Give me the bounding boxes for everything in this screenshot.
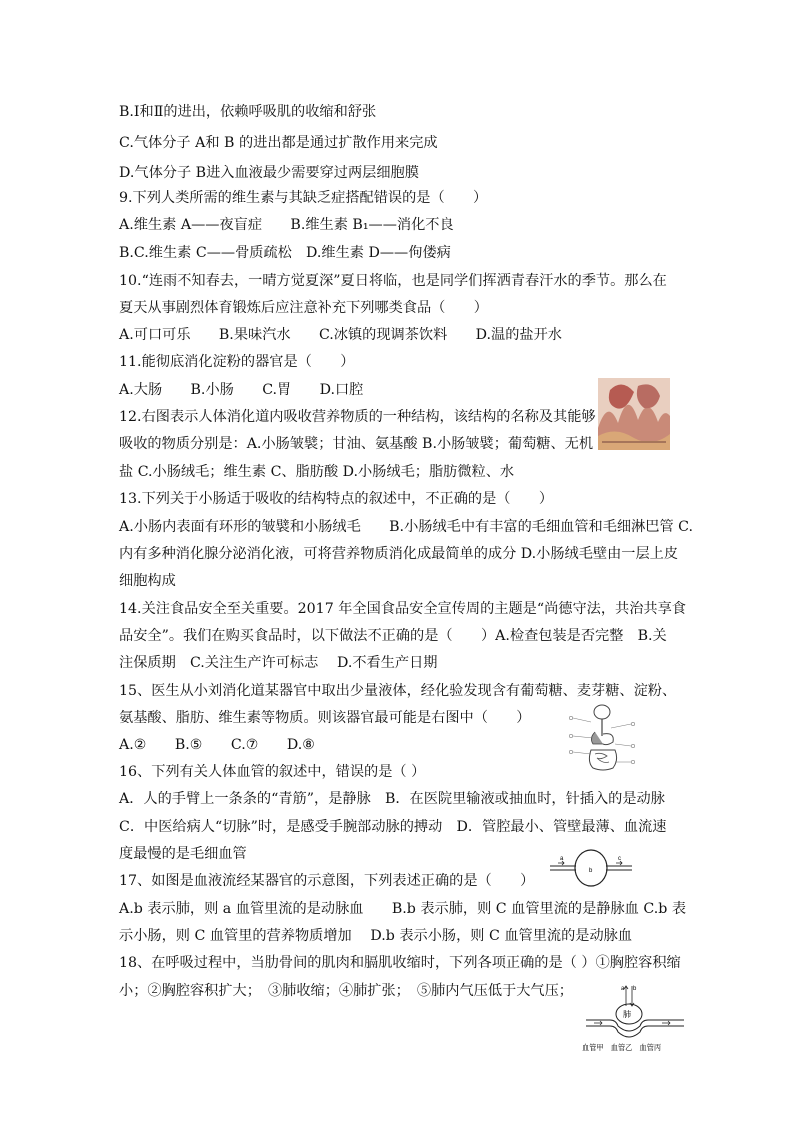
text-line: A.b 表示肺，则 a 血管里流的是动脉血 B.b 表示肺，则 C 血管里流的是静脉血 C.b 表 bbox=[119, 901, 687, 917]
label-b: b bbox=[633, 986, 637, 992]
text-line: B.C.维生素 C——骨质疏松 D.维生素 D——佝偻病 bbox=[119, 245, 451, 261]
text-line: 细胞构成 bbox=[119, 573, 176, 589]
text-line: 夏天从事剧烈体育锻炼后应注意补充下列哪类食品（ ） bbox=[119, 300, 488, 316]
text-line: A.大肠 B.小肠 C.胃 D.口腔 bbox=[119, 382, 364, 398]
text-line: A.② B.⑤ C.⑦ D.⑧ bbox=[119, 737, 315, 753]
question-14: 14.关注食品安全至关重要。2017 年全国食品安全宣传周的主题是“尚德守法，共治共享食 bbox=[119, 601, 686, 617]
question-13: 13.下列关于小肠适于吸收的结构特点的叙述中，不正确的是（ ） bbox=[119, 491, 554, 507]
question-9: 9.下列人类所需的维生素与其缺乏症搭配错误的是（ ） bbox=[119, 190, 488, 206]
digestive-system-diagram bbox=[567, 702, 637, 776]
text-line: 吸收的物质分别是：A.小肠皱襞；甘油、氨基酸 B.小肠皱襞；葡萄糖、无机 bbox=[119, 436, 594, 452]
label-b: b bbox=[589, 868, 593, 874]
question-12: 12.右图表示人体消化道内吸收营养物质的一种结构，该结构的名称及其能够 bbox=[119, 409, 596, 425]
blood-flow-diagram bbox=[548, 846, 634, 888]
text-line: 氨基酸、脂肪、维生素等物质。则该器官最可能是右图中（ ） bbox=[119, 710, 531, 726]
label-a: a bbox=[621, 986, 625, 992]
text-line: 小；②胸腔容积扩大； ③肺收缩；④肺扩张； ⑤肺内气压低于大气压； bbox=[119, 983, 573, 999]
label-a: a bbox=[560, 856, 564, 862]
text-line: A.小肠内表面有环形的皱襞和小肠绒毛 B.小肠绒毛中有丰富的毛细血管和毛细淋巴管 C. bbox=[119, 519, 694, 535]
text-line: C．中医给病人“切脉”时，是感受手腕部动脉的搏动 D．管腔最小、管壁最薄、血流速 bbox=[119, 819, 667, 835]
text-line: A.可口可乐 B.果味汽水 C.冰镇的现调茶饮料 D.温的盐开水 bbox=[119, 327, 562, 343]
text-line: A．人的手臂上一条条的“青筋”，是静脉 B．在医院里输液或抽血时，针插入的是动脉 bbox=[119, 791, 665, 807]
question-11: 11.能彻底消化淀粉的器官是（ ） bbox=[119, 354, 355, 370]
label-c: c bbox=[618, 856, 621, 862]
label-lung: 肺 bbox=[623, 1010, 631, 1019]
text-line: 内有多种消化腺分泌消化液，可将营养物质消化成最简单的成分 D.小肠绒毛壁由一层上皮 bbox=[119, 546, 679, 562]
text-line: 示小肠，则 C 血管里的营养物质增加 D.b 表示小肠，则 C 血管里流的是动脉血 bbox=[119, 928, 633, 944]
question-17: 17、如图是血液流经某器官的示意图，下列表述正确的是（ ） bbox=[119, 873, 535, 889]
text-line: 度最慢的是毛细血管 bbox=[119, 846, 247, 862]
question-16: 16、下列有关人体血管的叙述中，错误的是（ ） bbox=[119, 764, 426, 780]
text-line: D.气体分子 B进入血液最少需要穿过两层细胞膜 bbox=[119, 165, 419, 181]
lung-vessel-diagram bbox=[580, 980, 690, 1056]
question-15: 15、医生从小刘消化道某器官中取出少量液体，经化验发现含有葡萄糖、麦芽糖、淀粉、 bbox=[119, 683, 677, 699]
question-10: 10.“连雨不知春去，一晴方觉夏深”夏日将临，也是同学们挥洒青春汗水的季节。那么在 bbox=[119, 273, 667, 289]
figure-caption: 血管甲 血管乙 血管丙 bbox=[582, 1043, 662, 1052]
text-line: 品安全”。我们在购买食品时，以下做法不正确的是（ ）A.检查包装是否完整 B.关 bbox=[119, 628, 667, 644]
text-line: A.维生素 A——夜盲症 B.维生素 B₁——消化不良 bbox=[119, 217, 454, 233]
villi-illustration bbox=[598, 378, 670, 450]
text-line: C.气体分子 A和 B 的进出都是通过扩散作用来完成 bbox=[119, 135, 438, 151]
text-line: 盐 C.小肠绒毛；维生素 C、脂肪酸 D.小肠绒毛；脂肪微粒、水 bbox=[119, 464, 515, 480]
text-line: 注保质期 C.关注生产许可标志 D.不看生产日期 bbox=[119, 655, 438, 671]
question-18: 18、在呼吸过程中，当肋骨间的肌肉和膈肌收缩时，下列各项正确的是（ ）①胸腔容积缩 bbox=[119, 955, 681, 971]
text-line: B.Ⅰ和Ⅱ的进出，依赖呼吸肌的收缩和舒张 bbox=[119, 104, 377, 120]
